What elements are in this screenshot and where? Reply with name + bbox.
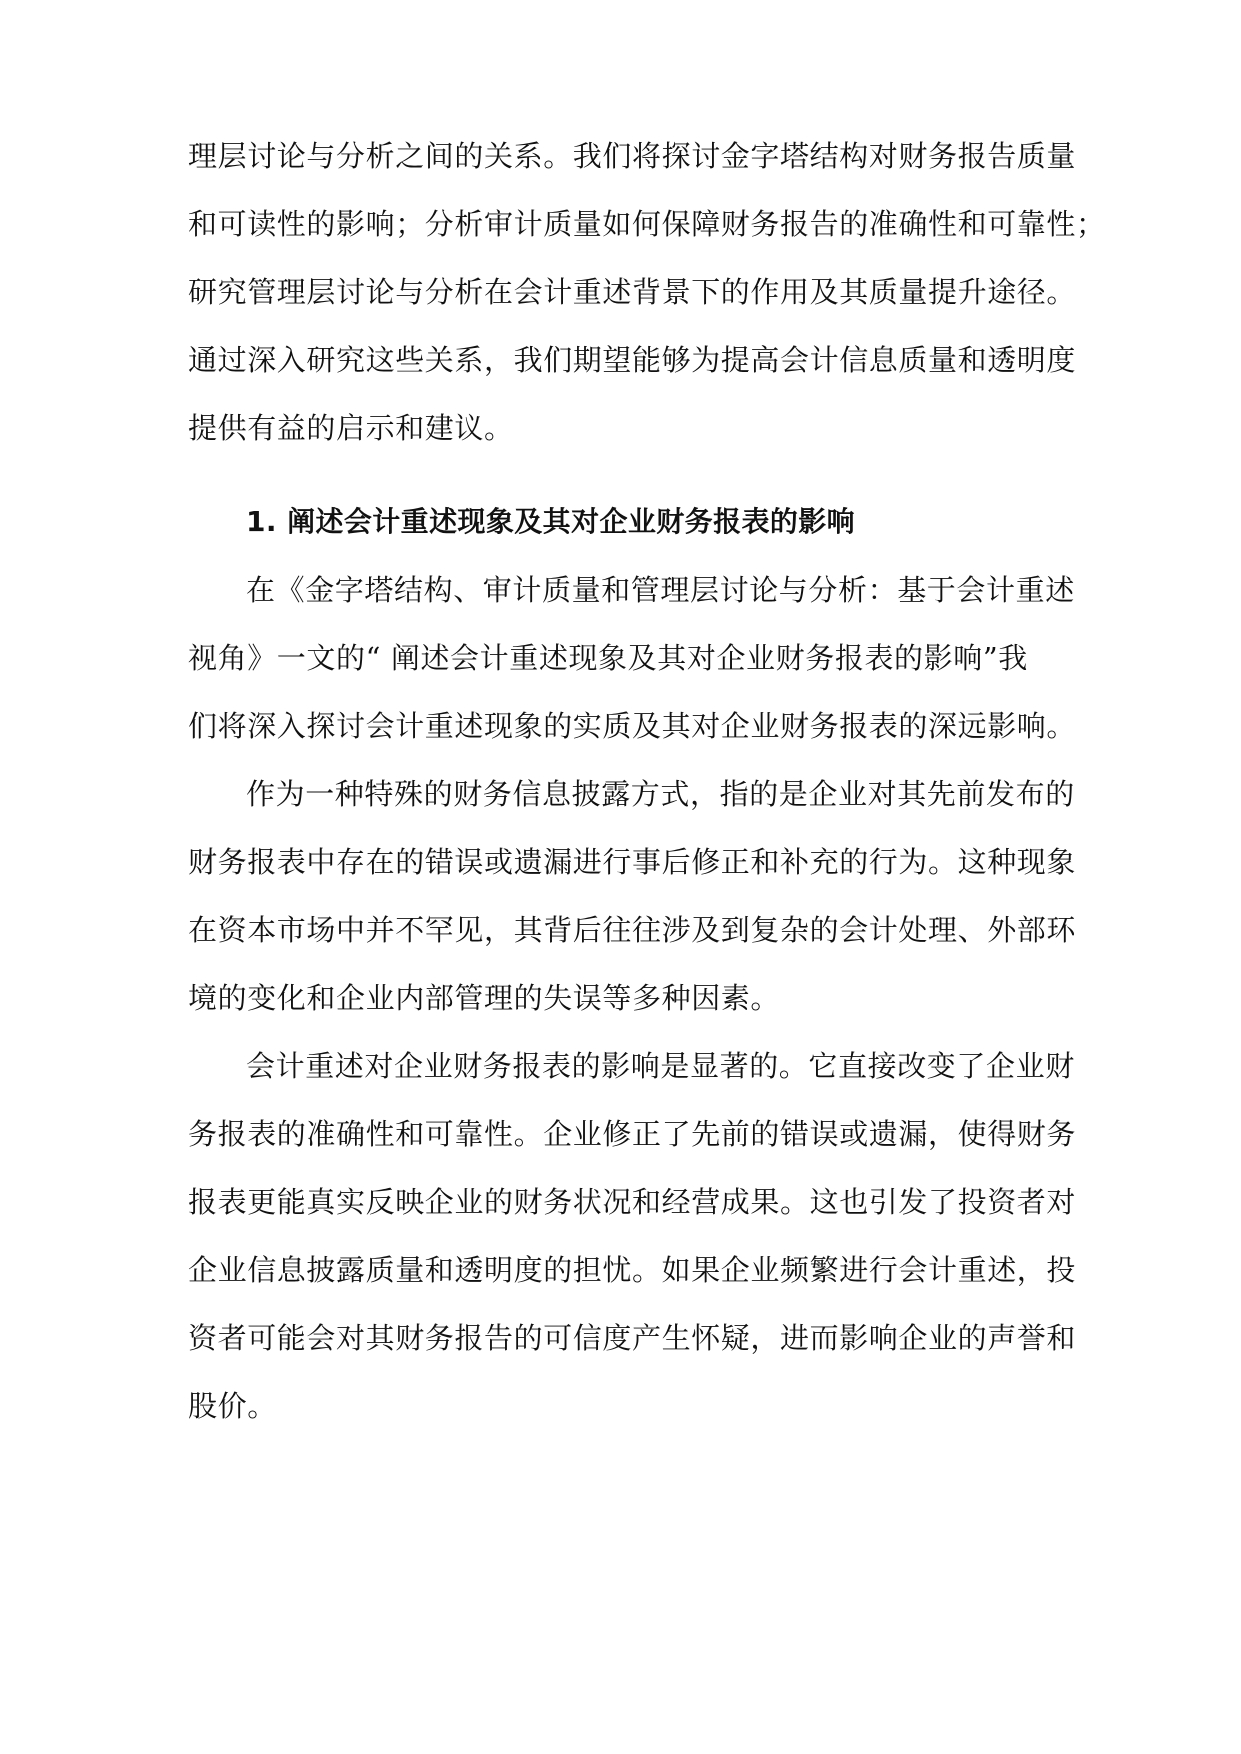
para1-line-2: 视角》一文的“ 阐述会计重述现象及其对企业财务报表的影响”我 — [188, 641, 1028, 675]
para3-line-5: 资者可能会对其财务报告的可信度产生怀疑，进而影响企业的声誉和 — [188, 1321, 1077, 1355]
section-heading: 1. 阐述会计重述现象及其对企业财务报表的影响 — [246, 505, 856, 538]
para3-line-2: 务报表的准确性和可靠性。企业修正了先前的错误或遗漏，使得财务 — [188, 1117, 1077, 1151]
para3-line-4: 企业信息披露质量和透明度的担忧。如果企业频繁进行会计重述，投 — [188, 1253, 1077, 1287]
intro-line-3: 研究管理层讨论与分析在会计重述背景下的作用及其质量提升途径。 — [188, 275, 1077, 309]
para2-line-1: 作为一种特殊的财务信息披露方式，指的是企业对其先前发布的 — [246, 777, 1075, 811]
intro-line-2: 和可读性的影响；分析审计质量如何保障财务报告的准确性和可靠性； — [188, 207, 1106, 241]
para2-line-2: 财务报表中存在的错误或遗漏进行事后修正和补充的行为。这种现象 — [188, 845, 1077, 879]
para2-line-3: 在资本市场中并不罕见，其背后往往涉及到复杂的会计处理、外部环 — [188, 913, 1077, 947]
para1-line-3: 们将深入探讨会计重述现象的实质及其对企业财务报表的深远影响。 — [188, 709, 1077, 743]
intro-line-1: 理层讨论与分析之间的关系。我们将探讨金字塔结构对财务报告质量 — [188, 139, 1077, 173]
intro-line-4: 通过深入研究这些关系，我们期望能够为提高会计信息质量和透明度 — [188, 343, 1077, 377]
para3-line-1: 会计重述对企业财务报表的影响是显著的。它直接改变了企业财 — [246, 1049, 1075, 1083]
para3-line-6: 股价。 — [188, 1389, 277, 1423]
para3-line-3: 报表更能真实反映企业的财务状况和经营成果。这也引发了投资者对 — [188, 1185, 1077, 1219]
intro-line-5: 提供有益的启示和建议。 — [188, 411, 514, 445]
para1-line-1: 在《金字塔结构、审计质量和管理层讨论与分析：基于会计重述 — [246, 573, 1075, 607]
para2-line-4: 境的变化和企业内部管理的失误等多种因素。 — [188, 981, 781, 1015]
